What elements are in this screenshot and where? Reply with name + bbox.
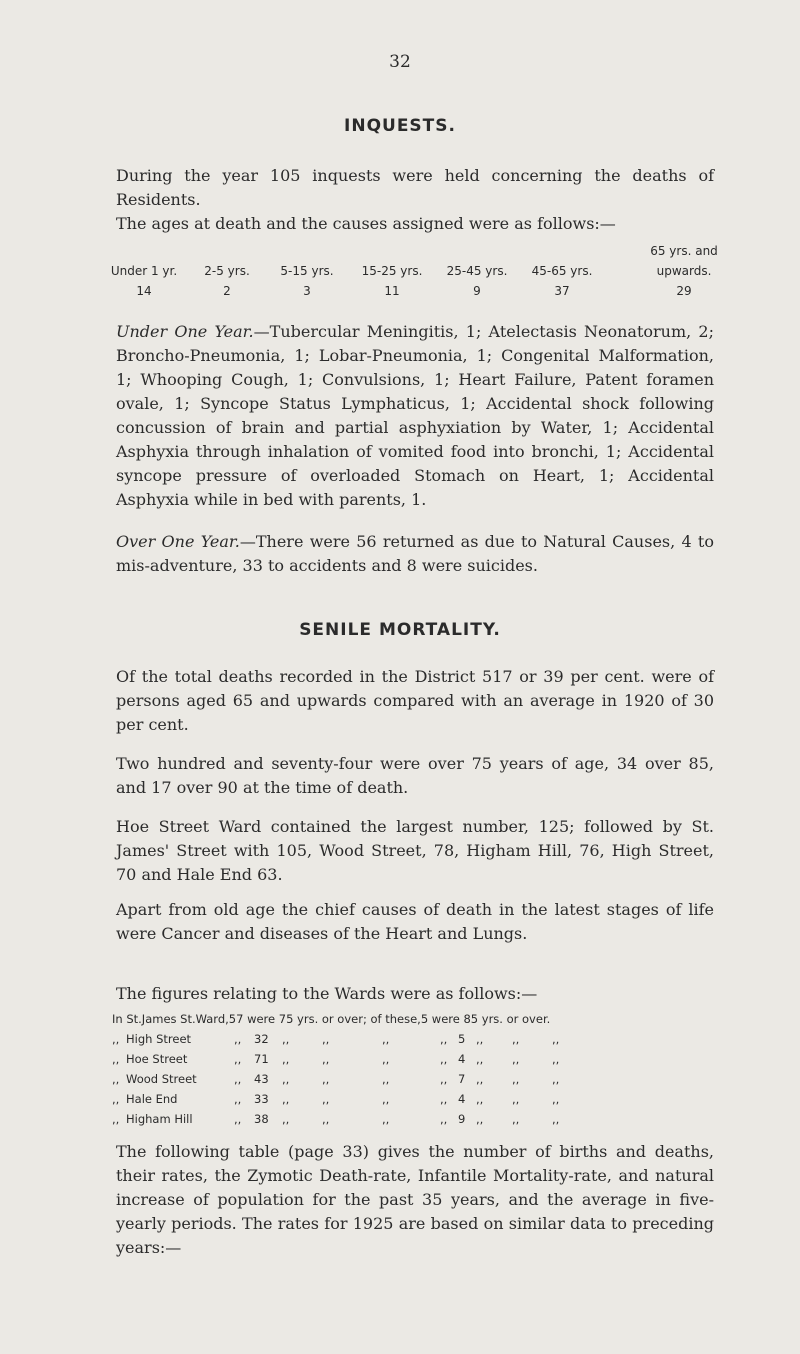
ward-name: High Street — [126, 1032, 192, 1046]
ditto-mark: ,, — [112, 1032, 120, 1046]
wards-header-line: In St.James St.Ward,57 were 75 yrs. or over; of these,5 were 85 yrs. or over. — [112, 1012, 551, 1026]
ages-intro: The ages at death and the causes assigned were as follows:— — [116, 214, 616, 233]
ward-over-85: 4 — [458, 1052, 466, 1066]
age-value: 9 — [473, 284, 481, 298]
under-one-year-lead: Under One Year. — [116, 322, 254, 341]
ward-row — [112, 1032, 716, 1052]
ditto-mark: ,, — [282, 1112, 290, 1126]
ditto-mark: ,, — [440, 1052, 448, 1066]
age-header: 45-65 yrs. — [531, 264, 593, 278]
senile-paragraph-3: Hoe Street Ward contained the largest number, 125; followed by St. James' Street with 105, Wood Street, 78, Higham Hill, 76, High Street, 70 and Hale End 63. — [116, 817, 714, 884]
age-value: 37 — [554, 284, 570, 298]
senile-paragraph-4: Apart from old age the chief causes of death in the latest stages of life were Cancer and diseases of the Heart and Lungs. — [116, 900, 714, 943]
ditto-mark: ,, — [512, 1092, 520, 1106]
age-table-value-row — [112, 284, 716, 304]
ditto-mark: ,, — [282, 1092, 290, 1106]
ditto-mark: ,, — [382, 1072, 390, 1086]
ditto-mark: ,, — [476, 1032, 484, 1046]
ditto-mark: ,, — [234, 1052, 242, 1066]
under-one-year-text: —Tubercular Meningitis, 1; Atelectasis Neonatorum, 2; Broncho-Pneumonia, 1; Lobar-Pneumonia, 1; Congenital Malformation, 1; Whooping Cough, 1; Convulsions, 1; Heart Failure, Patent foramen ovale, 1; Syncope Status Lymphaticus, 1; Accidental shock following concussion of brain and partial asphyxiation by Water, 1; Accidental Asphyxia through inhalation of vomited food into bronchi, 1; Accidental syncope pressure of overloaded Stomach on Heart, 1; Accidental Asphyxia while in bed with parents, 1. — [116, 322, 715, 509]
ditto-mark: ,, — [476, 1072, 484, 1086]
ditto-mark: ,, — [322, 1072, 330, 1086]
age-header: 5-15 yrs. — [280, 264, 334, 278]
ward-over-75: 43 — [254, 1072, 269, 1086]
ditto-mark: ,, — [282, 1032, 290, 1046]
ward-over-85: 9 — [458, 1112, 466, 1126]
ditto-mark: ,, — [112, 1092, 120, 1106]
age-table-top-header — [112, 244, 716, 264]
ward-name: Hoe Street — [126, 1052, 188, 1066]
ditto-mark: ,, — [234, 1092, 242, 1106]
ditto-mark: ,, — [440, 1072, 448, 1086]
inquests-intro: During the year 105 inquests were held concerning the deaths of Residents. — [116, 166, 714, 209]
ward-name: Wood Street — [126, 1072, 197, 1086]
over-one-year-paragraph — [116, 530, 714, 578]
ward-over-75: 32 — [254, 1032, 269, 1046]
under-one-year-paragraph — [116, 320, 714, 512]
closing-paragraph: The following table (page 33) gives the number of births and deaths, their rates, the Zymotic Death-rate, Infantile Mortality-rate, and natural increase of population for the past 35 years, and the average in five-yearly periods. The rates for 1925 are based on similar data to preceding years:— — [116, 1142, 714, 1257]
ditto-mark: ,, — [476, 1052, 484, 1066]
ditto-mark: ,, — [282, 1072, 290, 1086]
ward-over-75: 33 — [254, 1092, 269, 1106]
ward-row — [112, 1052, 716, 1072]
ditto-mark: ,, — [552, 1092, 560, 1106]
ditto-mark: ,, — [382, 1032, 390, 1046]
age-value: 3 — [303, 284, 311, 298]
age-value: 2 — [223, 284, 231, 298]
age-table — [112, 244, 716, 304]
ditto-mark: ,, — [234, 1112, 242, 1126]
age-header-top: 65 yrs. and — [650, 244, 718, 258]
ditto-mark: ,, — [476, 1092, 484, 1106]
ditto-mark: ,, — [322, 1092, 330, 1106]
ditto-mark: ,, — [112, 1072, 120, 1086]
ditto-mark: ,, — [322, 1032, 330, 1046]
ditto-mark: ,, — [382, 1052, 390, 1066]
wards-table — [112, 1012, 716, 1132]
ward-row — [112, 1112, 716, 1132]
ditto-mark: ,, — [282, 1052, 290, 1066]
ward-name: Higham Hill — [126, 1112, 193, 1126]
senile-paragraph-1: Of the total deaths recorded in the District 517 or 39 per cent. were of persons aged 65 and upwards compared with an average in 1920 of 30 per cent. — [116, 667, 714, 734]
ditto-mark: ,, — [382, 1112, 390, 1126]
age-value: 29 — [676, 284, 692, 298]
senile-mortality-heading: SENILE MORTALITY. — [299, 620, 501, 640]
ditto-mark: ,, — [552, 1112, 560, 1126]
ward-name: Hale End — [126, 1092, 178, 1106]
ditto-mark: ,, — [382, 1092, 390, 1106]
ward-over-85: 7 — [458, 1072, 466, 1086]
inquests-heading: INQUESTS. — [344, 116, 456, 136]
ditto-mark: ,, — [440, 1112, 448, 1126]
ditto-mark: ,, — [440, 1032, 448, 1046]
ditto-mark: ,, — [552, 1032, 560, 1046]
ward-over-75: 38 — [254, 1112, 269, 1126]
page-number: 32 — [389, 52, 411, 72]
age-header: Under 1 yr. — [110, 264, 178, 278]
ditto-mark: ,, — [440, 1092, 448, 1106]
over-one-year-text: —There were 56 returned as due to Natural Causes, 4 to mis-adventure, 33 to accidents and 8 were suicides. — [116, 532, 714, 575]
ditto-mark: ,, — [112, 1052, 120, 1066]
ward-over-85: 5 — [458, 1032, 466, 1046]
ditto-mark: ,, — [234, 1032, 242, 1046]
ditto-mark: ,, — [512, 1072, 520, 1086]
ditto-mark: ,, — [512, 1032, 520, 1046]
age-header: 2-5 yrs. — [204, 264, 250, 278]
age-table-header-row — [112, 264, 716, 284]
ward-row — [112, 1092, 716, 1112]
ditto-mark: ,, — [512, 1052, 520, 1066]
ditto-mark: ,, — [234, 1072, 242, 1086]
age-value: 14 — [136, 284, 152, 298]
over-one-year-lead: Over One Year. — [116, 532, 240, 551]
age-value: 11 — [384, 284, 400, 298]
senile-paragraph-2: Two hundred and seventy-four were over 75 years of age, 34 over 85, and 17 over 90 at the time of death. — [116, 754, 714, 797]
age-header: upwards. — [656, 264, 712, 278]
ditto-mark: ,, — [552, 1052, 560, 1066]
ward-row — [112, 1072, 716, 1092]
ditto-mark: ,, — [112, 1112, 120, 1126]
ward-over-85: 4 — [458, 1092, 466, 1106]
wards-intro: The figures relating to the Wards were as follows:— — [116, 984, 538, 1003]
age-header: 15-25 yrs. — [361, 264, 423, 278]
ditto-mark: ,, — [512, 1112, 520, 1126]
ditto-mark: ,, — [322, 1052, 330, 1066]
ditto-mark: ,, — [322, 1112, 330, 1126]
age-header: 25-45 yrs. — [446, 264, 508, 278]
ward-over-75: 71 — [254, 1052, 269, 1066]
ditto-mark: ,, — [552, 1072, 560, 1086]
ditto-mark: ,, — [476, 1112, 484, 1126]
